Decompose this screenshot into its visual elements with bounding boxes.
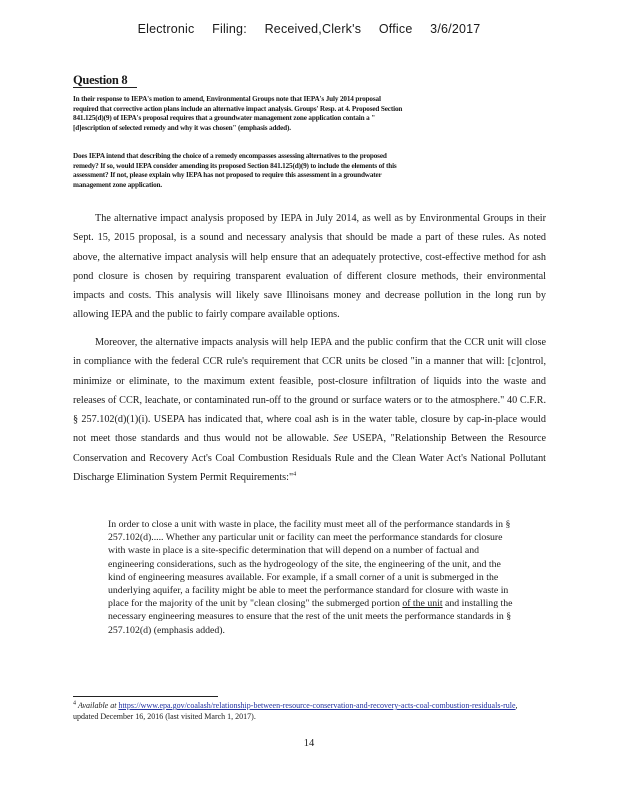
block-quote-text-2: and installing the necessary engineering measures to ensure that the rest of the unit meets the performance standards in § 257.102(d) (emphasis added).: [108, 598, 513, 636]
body-paragraph-1: The alternative impact analysis proposed by IEPA in July 2014, as well as by Environmental Groups in their Sept. 15, 2015 proposal, is a sound and necessary analysis that should be made a part of these rules. As noted above, the alternative impact analysis will help ensure that an adequately protective, cost-effective method for ash pond closure is chosen by requiring transparent evaluation of different closure methods, their environmental impacts and costs. This analysis will likely save Illinoisans money and decrease pollution in the long run by allowing IEPA and the public to fairly compare available options.: [73, 213, 546, 321]
block-quote-text-1: In order to close a unit with waste in place, the facility must meet all of the performance standards in § 257.102(d)..... Whether any particular unit or facility can meet the performance standards for closure with waste in place is a site-specific determination that will depend on a number of factual and engineering considerations, such as the hydrogeology of the site, the engineering of the unit, and the kind of engineering measures available. For example, if a small corner of a unit is submerged in the underlying aquifer, a facility might be able to meet the performance standard for closure with waste in place for the majority of the unit by "clean closing" the submerged portion: [108, 519, 511, 610]
header-filing: Filing:: [212, 22, 247, 36]
question-paragraph-2: Does IEPA intend that describing the choice of a remedy encompasses assessing alternatives to the proposed remedy? If so, would IEPA consider amending its proposed Section 841.125(d)(9) to include the elements of this assessment? If not, please explain why IEPA has not proposed to require this assessment in a groundwater management zone application.: [73, 152, 397, 189]
header-office: Office: [378, 22, 413, 36]
page-number: 14: [303, 738, 315, 749]
block-quote-underlined: of the unit: [402, 598, 443, 610]
filing-header: [0, 22, 618, 36]
block-quote: [108, 518, 518, 637]
header-received-clerks: Received,Clerk's: [264, 22, 362, 36]
header-electronic: Electronic: [137, 22, 195, 36]
footnote: [73, 700, 543, 722]
footnote-label: Available at: [78, 701, 117, 710]
question-title: Question 8: [73, 73, 128, 87]
header-date: 3/6/2017: [430, 22, 481, 36]
body-paragraph-2-text: Moreover, the alternative impacts analysis will help IEPA and the public confirm that the CCR unit will close in compliance with the federal CCR rule's requirement that CCR units be closed "in a manner that will: [c]ontrol, minimize or eliminate, to the maximum extent feasible, post-closure infiltration of liquids into the waste and releases of CCR, leachate, or contaminated run-off to the ground or surface waters or to the atmosphere." 40 C.F.R. § 257.102(d)(1)(i). USEPA has indicated that, where coal ash is in the water table, closure by cap-in-place would not meet those standards and thus would not be allowable.: [73, 337, 546, 445]
footnote-divider: [73, 696, 218, 697]
question-paragraph-1: In their response to IEPA's motion to amend, Environmental Groups note that IEPA's July 2014 proposal required that corrective action plans include an alternative impact analysis. Groups' Resp. at 4. Proposed Section 841.125(d)(9) of IEPA's proposal requires that a groundwater management zone application contain a "[d]escription of selected remedy and why it was chosen" (emphasis added).: [73, 95, 403, 132]
citation-signal: See: [333, 433, 348, 445]
footnote-link[interactable]: https://www.epa.gov/coalash/relationship-between-resource-conservation-and-recovery-acts-coal-combustion-residuals-rule: [118, 701, 516, 710]
body-paragraph-2: [73, 333, 546, 487]
footnote-reference[interactable]: 4: [293, 471, 297, 478]
question-title-underline: [73, 87, 137, 88]
footnote-suffix: , updated December 16, 2016 (last visited March 1, 2017).: [73, 701, 518, 721]
body-paragraph-2-citation: USEPA, "Relationship Between the Resource Conservation and Recovery Act's Coal Combustion Residuals Rule and the Clean Water Act's National Pollutant Discharge Elimination System Permit Requirements:": [73, 433, 547, 484]
footnote-mark: 4: [73, 700, 76, 707]
